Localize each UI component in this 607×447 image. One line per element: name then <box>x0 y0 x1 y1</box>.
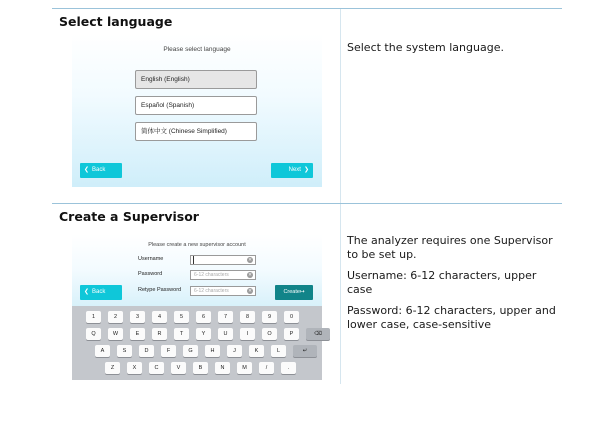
column-separator <box>340 9 341 203</box>
password-input[interactable]: 6-12 characters ✕ <box>190 270 256 280</box>
retype-password-label: Retype Password <box>138 287 182 293</box>
key-4[interactable]: 4 <box>152 311 167 323</box>
key-v[interactable]: V <box>171 362 186 374</box>
key-r[interactable]: R <box>152 328 167 340</box>
supervisor-prompt: Please create a new supervisor account <box>148 242 246 248</box>
key-m[interactable]: M <box>237 362 252 374</box>
key-g[interactable]: G <box>183 345 198 357</box>
create-label: Create <box>283 289 300 295</box>
key-2[interactable]: 2 <box>108 311 123 323</box>
key-l[interactable]: L <box>271 345 286 357</box>
section-title-create-supervisor: Create a Supervisor <box>59 209 199 224</box>
username-label: Username <box>138 256 164 262</box>
key-slash[interactable]: / <box>259 362 274 374</box>
key-q[interactable]: Q <box>86 328 101 340</box>
password-label: Password <box>138 271 163 277</box>
arrow-right-icon: ↦ <box>299 289 305 295</box>
key-8[interactable]: 8 <box>240 311 255 323</box>
username-input[interactable] <box>190 255 256 265</box>
section-divider-top <box>52 8 562 9</box>
key-5[interactable]: 5 <box>174 311 189 323</box>
clear-icon[interactable]: ✕ <box>248 272 252 277</box>
on-screen-keyboard <box>72 306 322 380</box>
key-period[interactable]: . <box>281 362 296 374</box>
key-o[interactable]: O <box>262 328 277 340</box>
language-option-chinese[interactable]: 简体中文 (Chinese Simplified) <box>135 122 257 141</box>
description-text: The analyzer requires one Supervisor to be set up. <box>347 234 553 261</box>
language-option-spanish[interactable]: Español (Spanish) <box>135 96 257 115</box>
back-label: Back <box>92 167 106 173</box>
retype-password-input[interactable]: 6-12 characters ✕ <box>190 286 256 296</box>
key-0[interactable]: 0 <box>284 311 299 323</box>
key-f[interactable]: F <box>161 345 176 357</box>
key-d[interactable]: D <box>139 345 154 357</box>
key-z[interactable]: Z <box>105 362 120 374</box>
key-9[interactable]: 9 <box>262 311 277 323</box>
back-label: Back <box>92 289 106 295</box>
backspace-icon: ⌫ <box>314 331 322 337</box>
next-button[interactable] <box>271 163 313 178</box>
back-button[interactable] <box>80 285 122 300</box>
select-language-description <box>347 41 562 62</box>
key-e[interactable]: E <box>130 328 145 340</box>
select-language-screen <box>72 34 322 187</box>
chevron-left-icon: ❮ <box>84 289 90 295</box>
text-cursor <box>193 256 194 264</box>
key-k[interactable]: K <box>249 345 264 357</box>
create-supervisor-description <box>347 234 562 339</box>
section-title-select-language: Select language <box>59 14 173 29</box>
key-3[interactable]: 3 <box>130 311 145 323</box>
back-button[interactable] <box>80 163 122 178</box>
key-j[interactable]: J <box>227 345 242 357</box>
key-7[interactable]: 7 <box>218 311 233 323</box>
description-text: Select the system language. <box>347 41 504 54</box>
column-separator <box>340 204 341 384</box>
enter-icon: ↵ <box>302 348 308 354</box>
supervisor-form <box>72 234 322 306</box>
key-p[interactable]: P <box>284 328 299 340</box>
next-label: Next <box>288 167 301 173</box>
key-x[interactable]: X <box>127 362 142 374</box>
key-y[interactable]: Y <box>196 328 211 340</box>
key-u[interactable]: U <box>218 328 233 340</box>
key-w[interactable]: W <box>108 328 123 340</box>
chevron-left-icon: ❮ <box>84 167 90 173</box>
key-s[interactable]: S <box>117 345 132 357</box>
key-h[interactable]: H <box>205 345 220 357</box>
description-text: Username: 6-12 characters, upper case <box>347 269 537 296</box>
create-button[interactable] <box>275 285 313 300</box>
key-c[interactable]: C <box>149 362 164 374</box>
language-prompt: Please select language <box>163 46 231 53</box>
key-i[interactable]: I <box>240 328 255 340</box>
key-a[interactable]: A <box>95 345 110 357</box>
key-6[interactable]: 6 <box>196 311 211 323</box>
section-divider-middle <box>52 203 562 204</box>
language-option-english[interactable]: English (English) <box>135 70 257 89</box>
create-supervisor-screen <box>72 234 322 380</box>
clear-icon[interactable]: ✕ <box>248 257 252 262</box>
clear-icon[interactable]: ✕ <box>248 288 252 293</box>
chevron-right-icon: ❯ <box>303 167 309 173</box>
key-t[interactable]: T <box>174 328 189 340</box>
backspace-key[interactable] <box>306 328 330 340</box>
enter-key[interactable] <box>293 345 317 357</box>
description-text: Password: 6-12 characters, upper and lower case, case-sensitive <box>347 304 556 331</box>
key-b[interactable]: B <box>193 362 208 374</box>
key-1[interactable]: 1 <box>86 311 101 323</box>
key-n[interactable]: N <box>215 362 230 374</box>
